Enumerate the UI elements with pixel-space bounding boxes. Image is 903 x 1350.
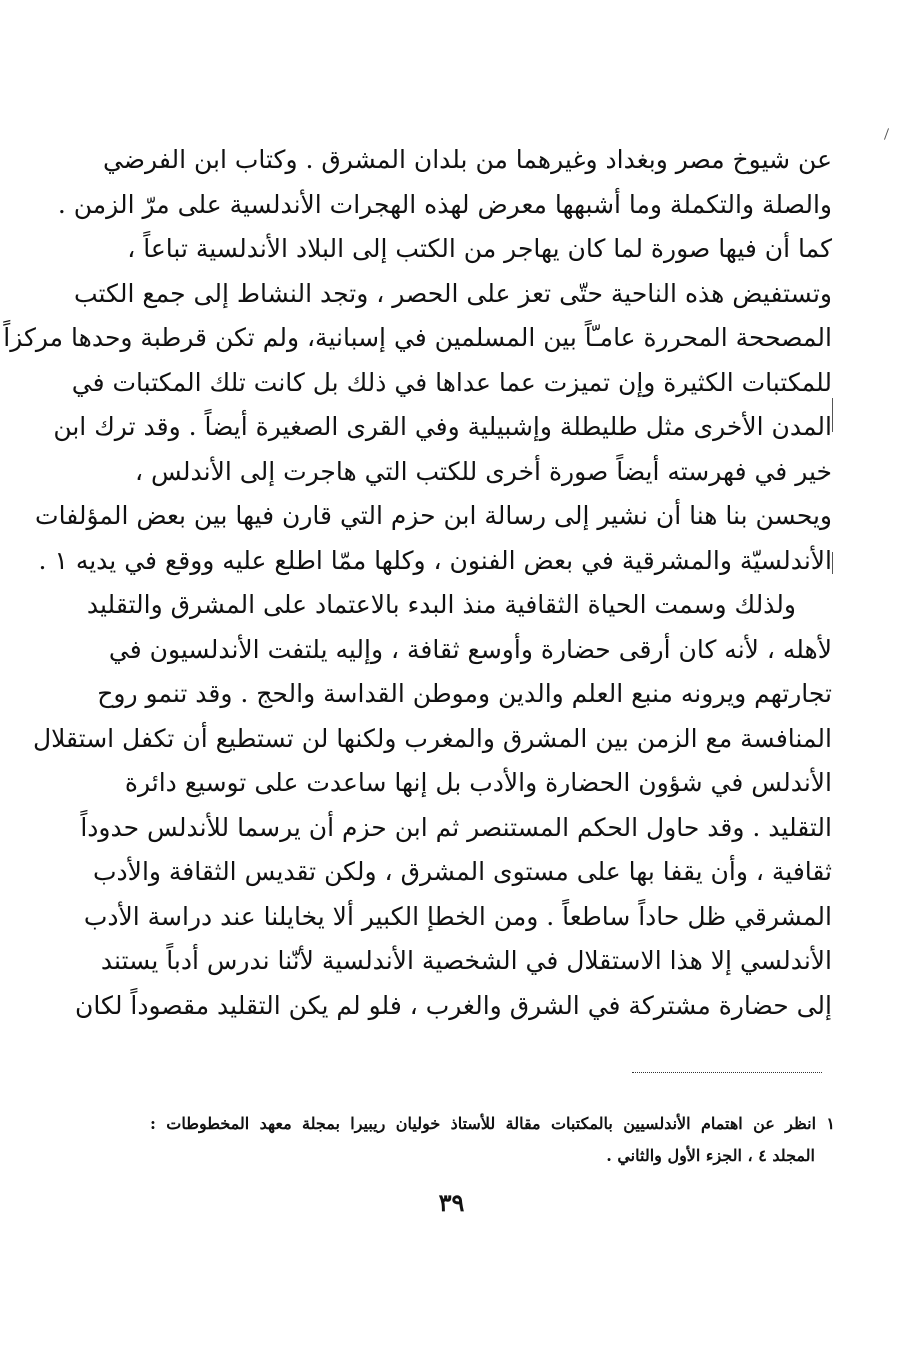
body-line: ثقافية ، وأن يقفا بها على مستوى المشرق ، ولكن تقديس الثقافة والأدب: [93, 857, 832, 886]
body-line: والصلة والتكملة وما أشبهها معرض لهذه الهجرات الأندلسية على مرّ الزمن .: [57, 189, 832, 219]
body-line: الأندلسيّة والمشرقية في بعض الفنون ، وكلها ممّا اطلع عليه ووقع في يديه ١ .: [38, 545, 832, 575]
body-line: كما أن فيها صورة لما كان يهاجر من الكتب إلى البلاد الأندلسية تباعاً ،: [127, 234, 832, 263]
body-line: إلى حضارة مشتركة في الشرق والغرب ، فلو لم يكن التقليد مقصوداً لكان: [75, 990, 832, 1020]
margin-mark-lower: [832, 552, 833, 574]
body-line: ولذلك وسمت الحياة الثقافية منذ البدء بالاعتماد على المشرق والتقليد: [86, 590, 796, 619]
page-number: ٣٩: [438, 1188, 465, 1217]
body-line: المشرقي ظل حاداً ساطعاً . ومن الخطإ الكبير ألا يخايلنا عند دراسة الأدب: [83, 901, 832, 931]
body-line: ويحسن بنا هنا أن نشير إلى رسالة ابن حزم التي قارن فيها بين بعض المؤلفات: [35, 501, 832, 530]
body-line: وتستفيض هذه الناحية حتّى تعز على الحصر ، وتجد النشاط إلى جمع الكتب: [73, 278, 832, 308]
body-line: المنافسة مع الزمن بين المشرق والمغرب ولكنها لن تستطيع أن تكفل استقلال: [32, 723, 832, 753]
footnote-divider: [632, 1072, 822, 1073]
body-line: الأندلسي إلا هذا الاستقلال في الشخصية الأندلسية لأنّنا ندرس أدباً يستند: [100, 946, 832, 975]
body-line: للمكتبات الكثيرة وإن تميزت عما عداها في ذلك بل كانت تلك المكتبات في: [71, 367, 832, 397]
body-line: المدن الأخرى مثل طليطلة وإشبيلية وفي القرى الصغيرة أيضاً . وقد ترك ابن: [53, 412, 832, 441]
margin-mark-top: [884, 128, 889, 140]
body-line: عن شيوخ مصر وبغداد وغيرهما من بلدان المشرق . وكتاب ابن الفرضي: [102, 145, 832, 174]
body-line: خير في فهرسته أيضاً صورة أخرى للكتب التي هاجرت إلى الأندلس ،: [135, 456, 832, 486]
body-line: التقليد . وقد حاول الحكم المستنصر ثم ابن حزم أن يرسما للأندلس حدوداً: [80, 812, 832, 842]
body-line: تجارتهم ويرونه منبع العلم والدين وموطن القداسة والحج . وقد تنمو روح: [97, 679, 832, 708]
body-line: المصححة المحررة عامـّاً بين المسلمين في إسبانية، ولم تكن قرطبة وحدها مركزاً: [3, 323, 832, 352]
body-text: [3, 138, 832, 1028]
margin-mark-middle: [832, 398, 833, 432]
footnote-line: ١ انظر عن اهتمام الأندلسيين بالمكتبات مقالة للأستاذ خوليان ريبيرا بمجلة معهد المخطوطات :: [150, 1114, 835, 1133]
footnotes: [150, 1108, 835, 1172]
body-line: لأهله ، لأنه كان أرقى حضارة وأوسع ثقافة ، وإليه يلتفت الأندلسيون في: [108, 634, 832, 664]
footnote-line: المجلد ٤ ، الجزء الأول والثاني .: [606, 1146, 815, 1165]
body-line: الأندلس في شؤون الحضارة والأدب بل إنها ساعدت على توسيع دائرة: [124, 768, 832, 797]
